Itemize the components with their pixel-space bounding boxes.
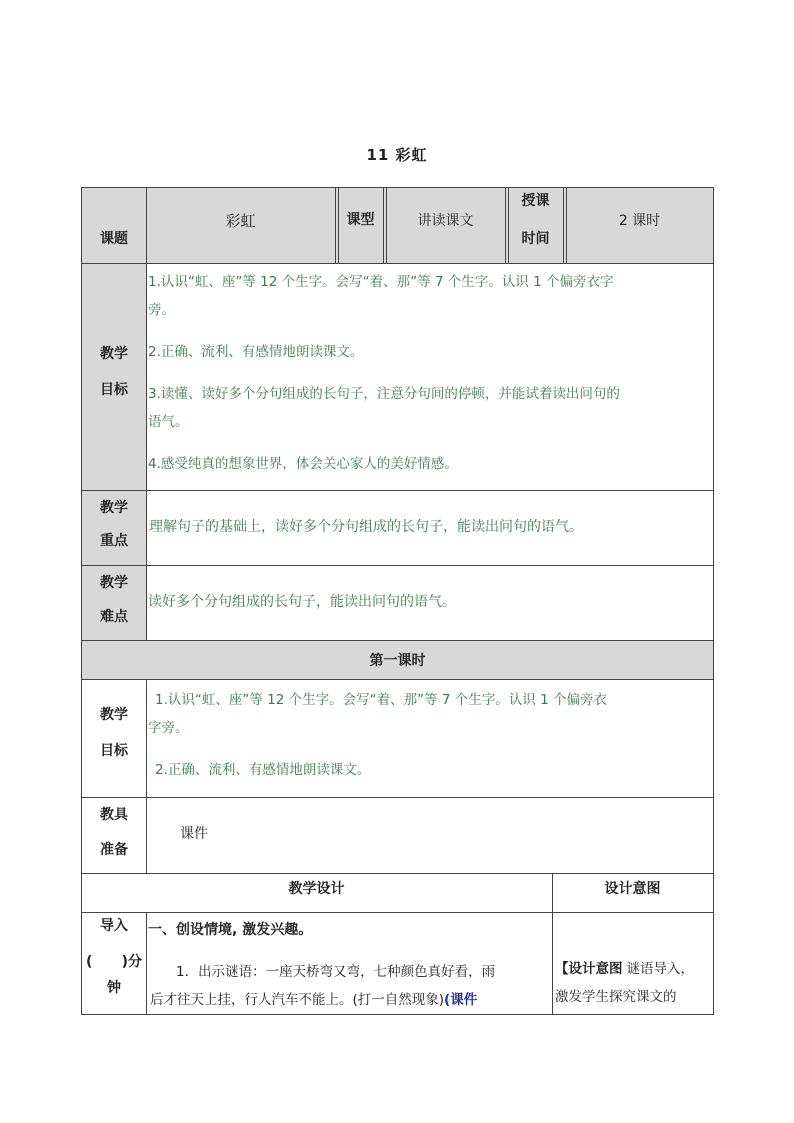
col-divider bbox=[383, 187, 384, 263]
page-title: 11 彩虹 bbox=[366, 146, 428, 164]
goal-item-2: 2.正确、流利、有感情地朗读课文。 bbox=[148, 344, 364, 360]
row-divider bbox=[81, 640, 714, 641]
lesson1-goal-2: 2.正确、流利、有感情地朗读课文。 bbox=[155, 762, 371, 778]
lesson1-heading: 第一课时 bbox=[369, 653, 426, 669]
design-intent-text-1: 谜语导入， bbox=[626, 961, 694, 977]
step-1-line-2 bbox=[150, 986, 550, 1014]
row-divider bbox=[81, 565, 714, 566]
time-label-1: 授课 bbox=[521, 193, 550, 209]
col-divider bbox=[146, 187, 147, 640]
lesson1-goal-1: 1.认识“虹、座”等 12 个生字。会写“着、那”等 7 个生字。认识 1 个偏旁衣 bbox=[155, 692, 607, 708]
topic-label: 课题 bbox=[100, 231, 128, 247]
goals-label-1: 教学 bbox=[100, 346, 128, 362]
difficulties-label-1: 教学 bbox=[100, 575, 128, 591]
topic-value: 彩虹 bbox=[225, 212, 256, 230]
goals-label-2: 目标 bbox=[100, 382, 128, 398]
row-divider bbox=[81, 797, 714, 798]
goal-item-3: 3.读懂、读好多个分句组成的长句子，注意分句间的停顿，并能试着读出问句的 bbox=[148, 386, 620, 402]
difficulties-text: 读好多个分句组成的长句子，能读出问句的语气。 bbox=[148, 594, 456, 610]
col-divider bbox=[505, 187, 506, 263]
tools-label-2: 准备 bbox=[100, 842, 128, 858]
lesson1-goals-list bbox=[148, 686, 711, 784]
design-intent-tag: 【设计意图 bbox=[555, 961, 623, 977]
col-divider bbox=[146, 679, 147, 873]
goal-item-3-cont: 语气。 bbox=[148, 414, 189, 430]
lesson1-goals-label-2: 目标 bbox=[100, 743, 128, 759]
design-intent-line-1 bbox=[555, 955, 713, 983]
courseware-tag: (课件 bbox=[444, 992, 478, 1008]
step-1-line-2-text: 后才往天上挂，行人汽车不能上。(打一自然现象) bbox=[150, 992, 445, 1008]
design-intent bbox=[555, 955, 713, 1011]
col-divider bbox=[335, 187, 336, 263]
row-divider bbox=[81, 873, 714, 874]
row-divider bbox=[81, 263, 714, 264]
design-header: 教学设计 bbox=[288, 881, 345, 897]
tools-value: 课件 bbox=[180, 826, 208, 842]
step-1-line-1: 1．出示谜语：一座天桥弯又弯，七种颜色真好看，雨 bbox=[176, 964, 496, 980]
intent-header: 设计意图 bbox=[604, 881, 661, 897]
difficulties-label-2: 难点 bbox=[100, 609, 128, 625]
key-points-text: 理解句子的基础上，读好多个分句组成的长句子，能读出问句的语气。 bbox=[149, 519, 583, 535]
goal-item-4: 4.感受纯真的想象世界，体会关心家人的美好情感。 bbox=[148, 456, 458, 472]
step-1 bbox=[150, 958, 550, 1014]
time-label-2: 时间 bbox=[521, 231, 550, 247]
key-points-label-2: 重点 bbox=[100, 533, 128, 549]
row-divider bbox=[81, 679, 714, 680]
key-points-label-1: 教学 bbox=[100, 500, 128, 516]
goal-item-1: 1.认识“虹、座”等 12 个生字。会写“着、那”等 7 个生字。认识 1 个偏旁衣字 bbox=[148, 274, 614, 290]
time-value: 2 课时 bbox=[618, 213, 661, 229]
intro-label-3: 钟 bbox=[107, 980, 121, 996]
goals-list bbox=[148, 268, 712, 478]
type-label: 课型 bbox=[346, 212, 375, 228]
design-intent-line-2: 激发学生探究课文的 bbox=[555, 989, 677, 1005]
lesson1-goals-label-1: 教学 bbox=[100, 707, 128, 723]
intro-label-2: ( )分 bbox=[85, 954, 143, 970]
row-divider bbox=[81, 912, 714, 913]
tools-label-1: 教具 bbox=[100, 807, 128, 823]
type-value: 讲读课文 bbox=[417, 213, 474, 229]
intro-label-1: 导入 bbox=[100, 918, 128, 934]
col-divider bbox=[563, 187, 564, 263]
section-title: 一、创设情境, 激发兴趣。 bbox=[148, 922, 313, 938]
col-divider bbox=[146, 912, 147, 1015]
row-divider bbox=[81, 490, 714, 491]
goal-item-1-cont: 旁。 bbox=[148, 302, 175, 318]
lesson1-goal-1-cont: 字旁。 bbox=[148, 720, 189, 736]
